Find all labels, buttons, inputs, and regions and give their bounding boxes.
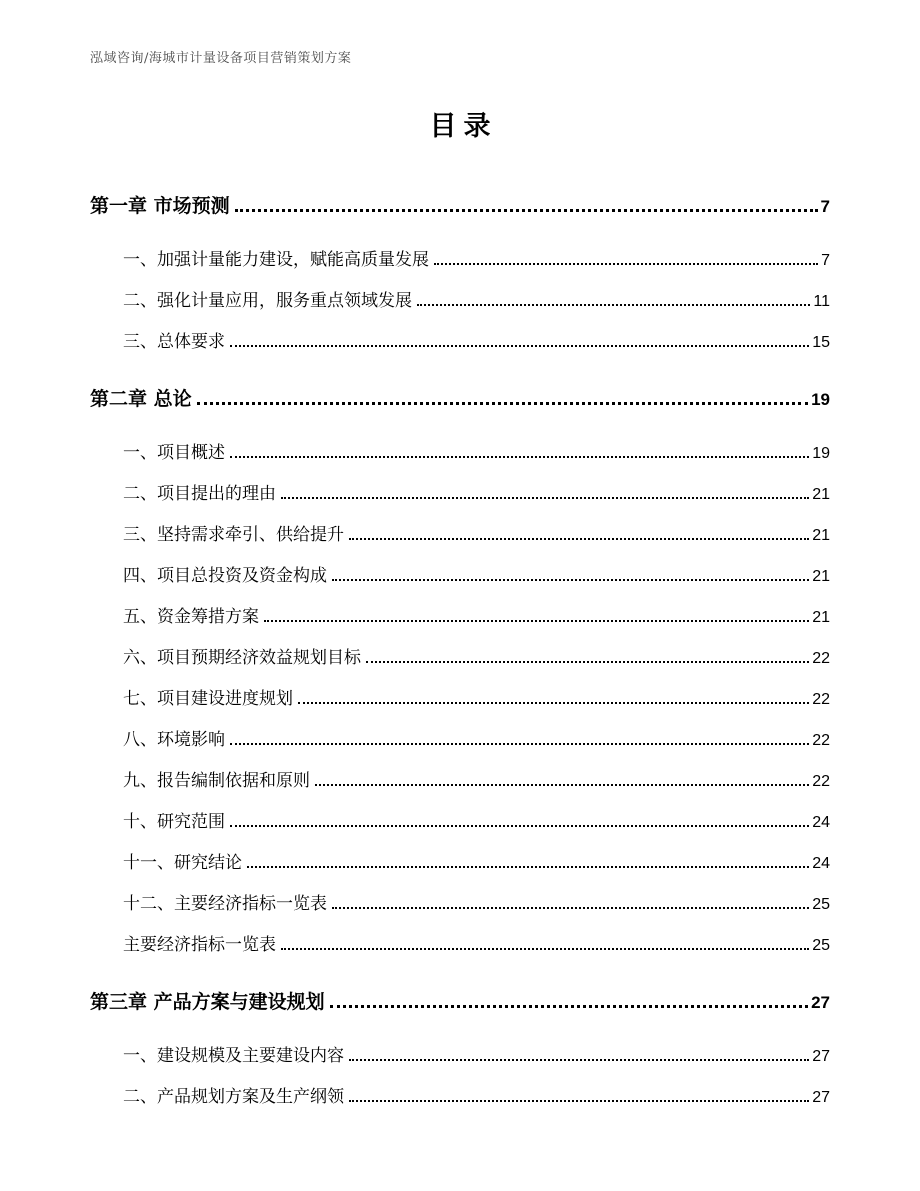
dot-leader: [349, 538, 809, 540]
table-of-contents: [90, 170, 830, 1118]
toc-item-label: 九、报告编制依据和原则: [123, 771, 310, 791]
dot-leader: [332, 579, 809, 581]
toc-item-row[interactable]: [90, 679, 830, 720]
toc-page-number: 25: [812, 937, 830, 954]
toc-page-number: 22: [812, 650, 830, 667]
document-header-text: 泓域咨询/海城市计量设备项目营销策划方案: [90, 51, 352, 66]
dot-leader: [366, 661, 809, 663]
toc-item-label: 一、建设规模及主要建设内容: [123, 1046, 344, 1066]
toc-item-label: 二、强化计量应用，服务重点领域发展: [123, 291, 412, 311]
toc-page-number: 25: [812, 896, 830, 913]
toc-item-label: 一、项目概述: [123, 443, 225, 463]
toc-page-number: 21: [812, 486, 830, 503]
dot-leader: [264, 620, 809, 622]
toc-item-row[interactable]: [90, 281, 830, 322]
toc-item-row[interactable]: [90, 761, 830, 802]
toc-item-label: 十二、主要经济指标一览表: [123, 894, 327, 914]
toc-item-label: 六、项目预期经济效益规划目标: [123, 648, 361, 668]
toc-item-label: 十一、研究结论: [123, 853, 242, 873]
toc-page-number: 27: [811, 993, 830, 1012]
toc-item-label: 二、项目提出的理由: [123, 484, 276, 504]
toc-item-row[interactable]: [90, 1036, 830, 1077]
toc-item-row[interactable]: [90, 322, 830, 363]
toc-item-label: 二、产品规划方案及生产纲领: [123, 1087, 344, 1107]
toc-item-label: 主要经济指标一览表: [123, 935, 276, 955]
toc-page-number: 19: [811, 390, 830, 409]
dot-leader: [330, 1005, 808, 1008]
page-title: 目录: [429, 111, 498, 142]
toc-page-number: 7: [821, 252, 830, 269]
toc-chapter-label: 第三章 产品方案与建设规划: [90, 991, 325, 1013]
toc-page-number: 19: [812, 445, 830, 462]
dot-leader: [230, 825, 809, 827]
toc-page-number: 21: [812, 609, 830, 626]
toc-chapter-row[interactable]: [90, 363, 830, 433]
toc-item-label: 七、项目建设进度规划: [123, 689, 293, 709]
toc-item-row[interactable]: [90, 925, 830, 966]
toc-item-row[interactable]: [90, 638, 830, 679]
toc-chapter-row[interactable]: [90, 966, 830, 1036]
toc-page-number: 22: [812, 691, 830, 708]
toc-page-number: 7: [820, 197, 830, 216]
toc-item-row[interactable]: [90, 515, 830, 556]
dot-leader: [281, 497, 809, 499]
dot-leader: [298, 702, 809, 704]
toc-page-number: 24: [812, 855, 830, 872]
dot-leader: [349, 1059, 809, 1061]
toc-item-label: 五、资金筹措方案: [123, 607, 259, 627]
dot-leader: [434, 263, 818, 265]
toc-item-label: 一、加强计量能力建设，赋能高质量发展: [123, 250, 429, 270]
toc-item-label: 三、坚持需求牵引、供给提升: [123, 525, 344, 545]
toc-page-number: 21: [812, 527, 830, 544]
toc-item-row[interactable]: [90, 802, 830, 843]
dot-leader: [230, 456, 809, 458]
toc-page-number: 27: [812, 1089, 830, 1106]
toc-chapter-label: 第二章 总论: [90, 388, 192, 410]
toc-item-row[interactable]: [90, 1077, 830, 1118]
toc-item-row[interactable]: [90, 433, 830, 474]
dot-leader: [247, 866, 809, 868]
dot-leader: [315, 784, 809, 786]
dot-leader: [332, 907, 809, 909]
toc-page-number: 22: [812, 732, 830, 749]
toc-page-number: 21: [812, 568, 830, 585]
dot-leader: [197, 402, 808, 405]
toc-item-row[interactable]: [90, 240, 830, 281]
dot-leader: [349, 1100, 809, 1102]
toc-item-label: 八、环境影响: [123, 730, 225, 750]
toc-item-row[interactable]: [90, 474, 830, 515]
toc-chapter-row[interactable]: [90, 170, 830, 240]
dot-leader: [417, 304, 810, 306]
toc-item-row[interactable]: [90, 884, 830, 925]
toc-item-label: 三、总体要求: [123, 332, 225, 352]
toc-page-number: 24: [812, 814, 830, 831]
dot-leader: [230, 743, 809, 745]
toc-page-number: 15: [812, 334, 830, 351]
toc-item-row[interactable]: [90, 843, 830, 884]
dot-leader: [230, 345, 809, 347]
toc-page-number: 11: [813, 293, 830, 310]
toc-chapter-label: 第一章 市场预测: [90, 195, 230, 217]
toc-item-row[interactable]: [90, 556, 830, 597]
toc-item-label: 十、研究范围: [123, 812, 225, 832]
dot-leader: [281, 948, 809, 950]
toc-item-row[interactable]: [90, 597, 830, 638]
dot-leader: [235, 209, 818, 212]
toc-item-row[interactable]: [90, 720, 830, 761]
toc-page-number: 22: [812, 773, 830, 790]
toc-item-label: 四、项目总投资及资金构成: [123, 566, 327, 586]
toc-page-number: 27: [812, 1048, 830, 1065]
